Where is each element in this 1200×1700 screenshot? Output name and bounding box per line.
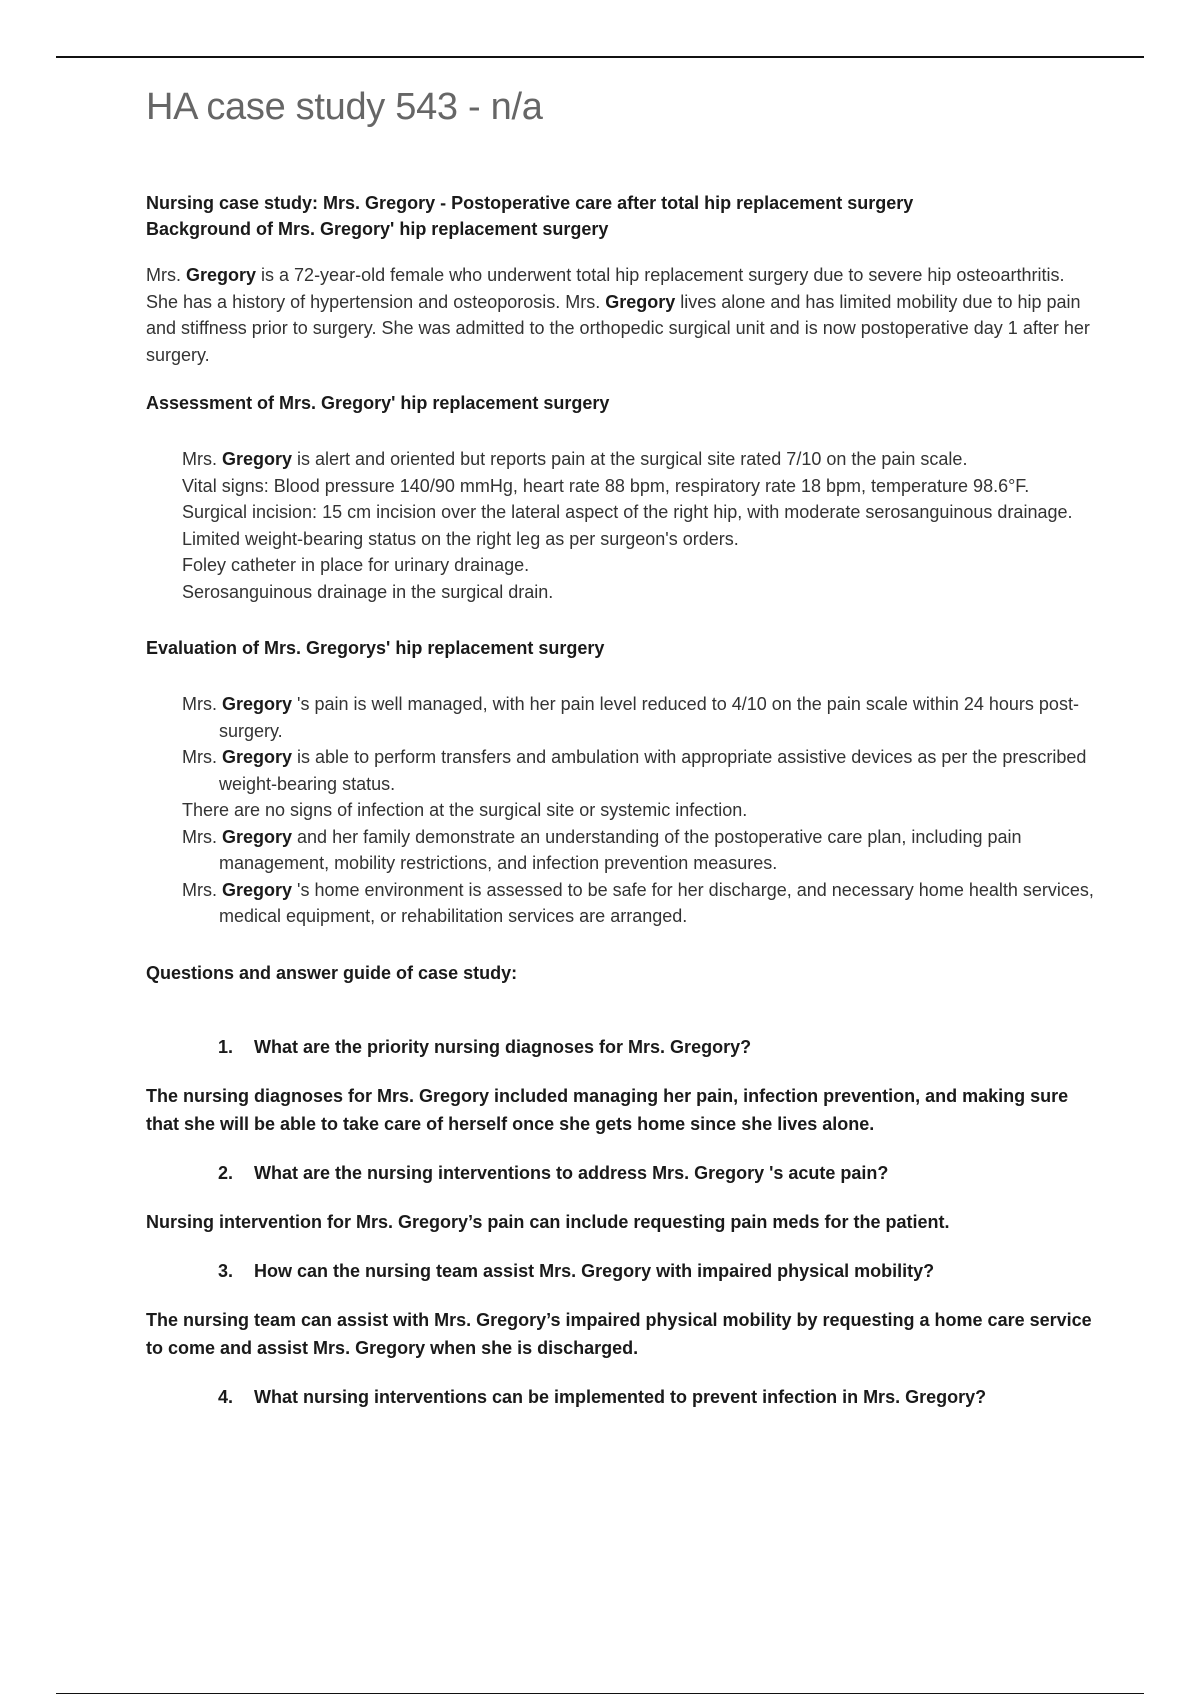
- list-item: Foley catheter in place for urinary drainage.: [182, 555, 530, 575]
- evaluation-heading: Evaluation of Mrs. Gregorys' hip replacement surgery: [146, 638, 605, 658]
- background-paragraph: Mrs. Gregory is a 72-year-old female who underwent total hip replacement surgery due to severe hip osteoarthritis. She has a history of hypertension and osteoporosis. Mrs. Gregory lives alone and has limited mobility due to hip pain and stiffness prior to surgery. She was admitted to the orthopedic surgical unit and is now postoperative day 1 after her surgery.: [146, 265, 1090, 365]
- answer-1: The nursing diagnoses for Mrs. Gregory included managing her pain, infection prevention, and making sure that she will be able to take care of herself once she gets home since she lives alone.: [146, 1085, 1069, 1134]
- list-item: Mrs. Gregory is able to perform transfers and ambulation with appropriate assistive devices as per the prescribed weight-bearing status.: [182, 747, 1087, 794]
- top-rule: [56, 56, 1144, 58]
- list-item: Limited weight-bearing status on the right leg as per surgeon's orders.: [182, 528, 739, 549]
- document-body: [146, 82, 1096, 1410]
- question-2: 2. What are the nursing interventions to address Mrs. Gregory 's acute pain?: [218, 1162, 889, 1183]
- qa-heading: Questions and answer guide of case study:: [146, 962, 518, 983]
- evaluation-list: [146, 691, 1096, 930]
- list-item: Surgical incision: 15 cm incision over the lateral aspect of the right hip, with moderate serosanguinous drainage.: [182, 502, 1073, 522]
- list-item: Mrs. Gregory is alert and oriented but reports pain at the surgical site rated 7/10 on the pain scale.: [182, 449, 968, 469]
- case-heading: Nursing case study: Mrs. Gregory - Postoperative care after total hip replacement surgery: [146, 193, 914, 213]
- list-item: Serosanguinous drainage in the surgical drain.: [182, 581, 554, 602]
- list-item: There are no signs of infection at the surgical site or systemic infection.: [182, 800, 748, 820]
- assessment-heading: Assessment of Mrs. Gregory' hip replacement surgery: [146, 393, 610, 413]
- list-item: Vital signs: Blood pressure 140/90 mmHg, heart rate 88 bpm, respiratory rate 18 bpm, temperature 98.6°F.: [182, 475, 1030, 496]
- question-3: 3. How can the nursing team assist Mrs. Gregory with impaired physical mobility?: [218, 1260, 935, 1281]
- assessment-list: [146, 446, 1096, 605]
- question-4: 4. What nursing interventions can be implemented to prevent infection in Mrs. Gregory?: [218, 1386, 987, 1407]
- answer-3: The nursing team can assist with Mrs. Gregory’s impaired physical mobility by requesting a home care service to come and assist Mrs. Gregory when she is discharged.: [146, 1309, 1092, 1358]
- bottom-rule: [56, 1693, 1144, 1694]
- page-title: HA case study 543 - n/a: [146, 86, 543, 128]
- answer-2: Nursing intervention for Mrs. Gregory’s pain can include requesting pain meds for the patient.: [146, 1211, 950, 1232]
- question-1: 1. What are the priority nursing diagnoses for Mrs. Gregory?: [218, 1036, 752, 1057]
- background-heading: Background of Mrs. Gregory' hip replacement surgery: [146, 219, 609, 239]
- list-item: Mrs. Gregory and her family demonstrate an understanding of the postoperative care plan, including pain management, mobility restrictions, and infection prevention measures.: [182, 826, 1022, 873]
- list-item: Mrs. Gregory 's pain is well managed, with her pain level reduced to 4/10 on the pain scale within 24 hours post-surgery.: [182, 694, 1079, 741]
- list-item: Mrs. Gregory 's home environment is assessed to be safe for her discharge, and necessary home health services, medical equipment, or rehabilitation services are arranged.: [182, 879, 1094, 926]
